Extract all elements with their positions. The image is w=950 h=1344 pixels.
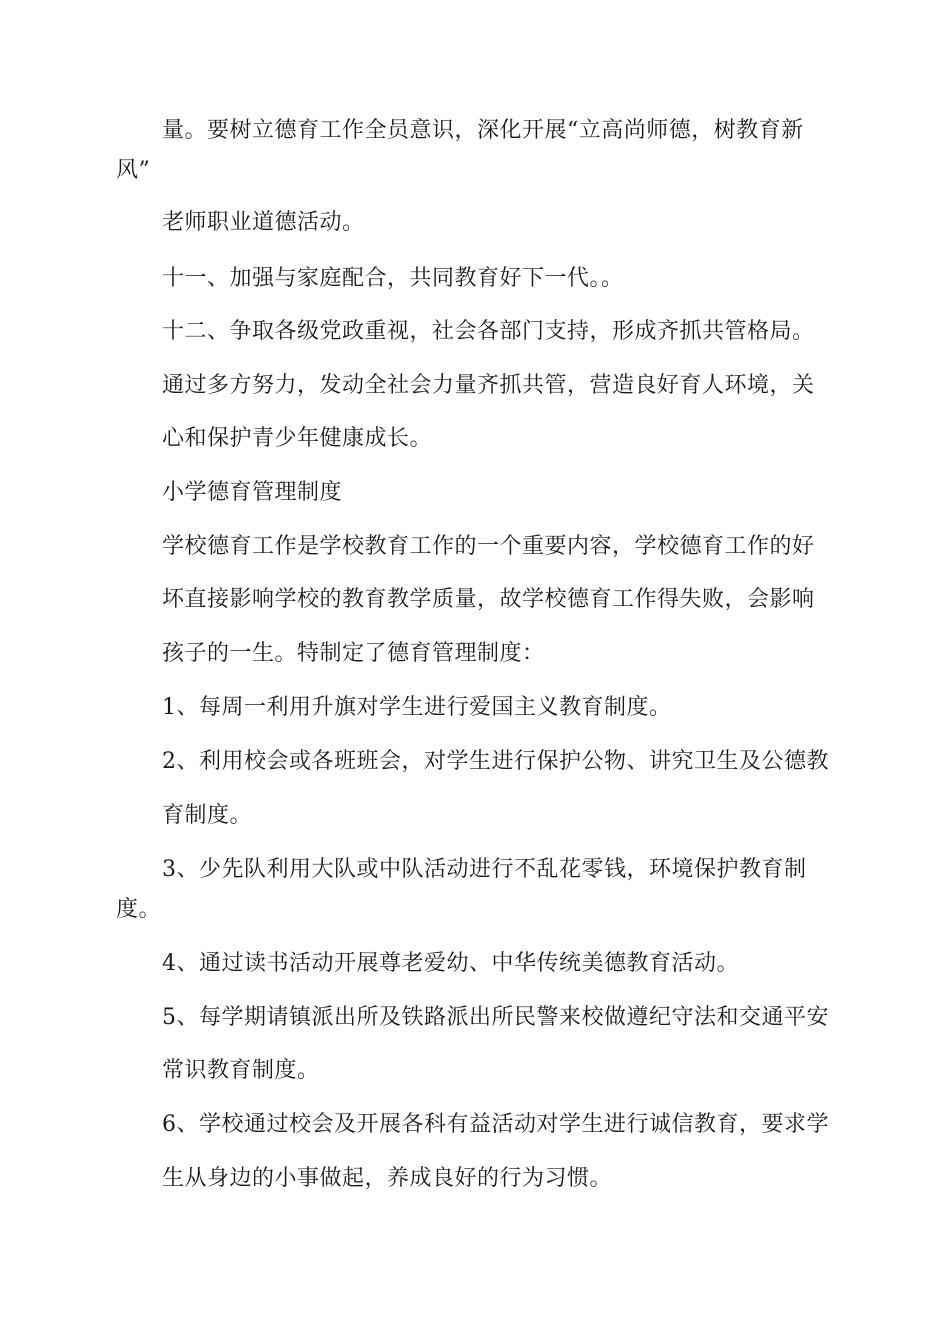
- section-heading: 小学德育管理制度: [162, 480, 343, 505]
- text-line: 育制度。: [162, 803, 253, 828]
- text-line: 度。: [116, 897, 162, 922]
- text-line: 心和保护青少年健康成长。: [162, 426, 433, 451]
- text-line: 坏直接影响学校的教育教学质量，故学校德育工作得失败，会影响: [162, 587, 815, 612]
- text-line: 孩子的一生。特制定了德育管理制度：: [162, 641, 545, 666]
- text-line: 学校德育工作是学校教育工作的一个重要内容，学校德育工作的好: [162, 534, 815, 559]
- text-line: 老师职业道德活动。: [162, 210, 365, 235]
- text-line: 风”: [116, 158, 151, 183]
- text-line: 通过多方努力，发动全社会力量齐抓共管，营造良好育人环境，关: [162, 373, 815, 398]
- list-item: 6、学校通过校会及开展各科有益活动对学生进行诚信教育，要求学: [162, 1112, 829, 1137]
- list-item: 3、少先队利用大队或中队活动进行不乱花零钱，环境保护教育制: [162, 857, 807, 882]
- list-item: 4、通过读书活动开展尊老爱幼、中华传统美德教育活动。: [162, 951, 739, 976]
- text-line: 十二、争取各级党政重视，社会各部门支持，形成齐抓共管格局。: [162, 319, 815, 344]
- text-line: 生从身边的小事做起，养成良好的行为习惯。: [162, 1166, 613, 1191]
- text-line: 常识教育制度。: [162, 1058, 320, 1083]
- text-line: 量。要树立德育工作全员意识，深化开展“立高尚师德，树教育新: [162, 118, 804, 143]
- list-item: 5、每学期请镇派出所及铁路派出所民警来校做遵纪守法和交通平安: [162, 1005, 829, 1030]
- list-item: 1、每周一利用升旗对学生进行爱国主义教育制度。: [162, 695, 672, 720]
- text-line: 十一、加强与家庭配合，共同教育好下一代。。: [162, 266, 624, 291]
- list-item: 2、利用校会或各班班会，对学生进行保护公物、讲究卫生及公德教: [162, 749, 829, 774]
